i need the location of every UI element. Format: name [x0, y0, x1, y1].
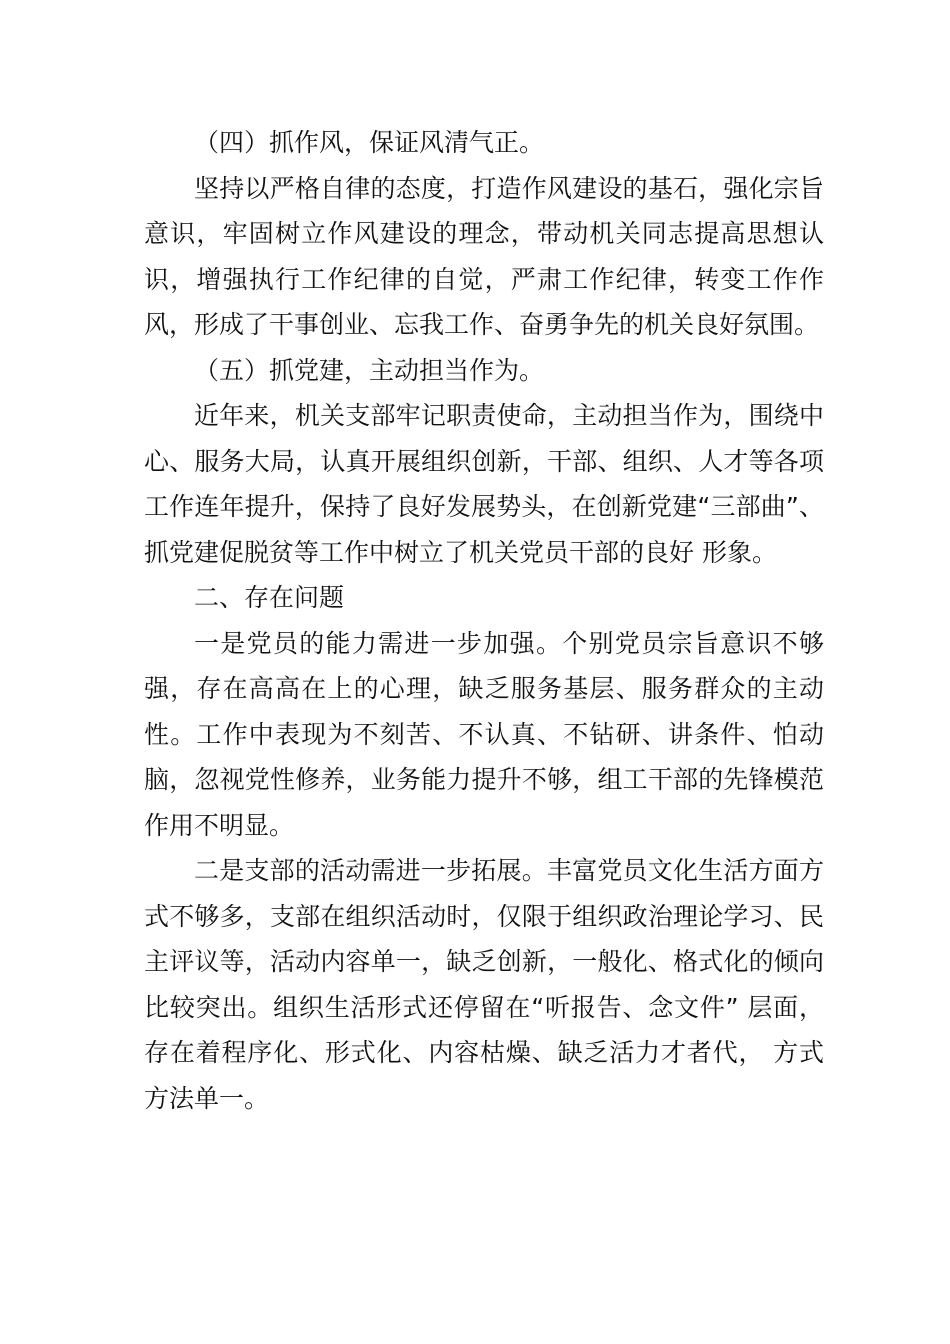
section-heading-problems: 二、存在问题 — [194, 583, 345, 612]
paragraph-problem-two: 二是支部的活动需进一步拓展。丰富党员文化生活方面方式不够多，支部在组织活动时，仅限于组织政治理论学习、民主评议等，活动内容单一，缺乏创新，一般化、格式化的倾向比较突出。组织生活形式还停留在“听报告、念文件” 层面，存在着程序化、形式化、内容枯燥、缺乏活力才者代， 方式方法单一。 — [144, 856, 824, 1113]
section-heading-four: （四）抓作风，保证风清气正。 — [194, 128, 545, 157]
paragraph-work-style: 坚持以严格自律的态度，打造作风建设的基石，强化宗旨意识，牢固树立作风建设的理念，带动机关同志提高思想认识，增强执行工作纪律的自觉，严肃工作纪律，转变工作作风，形成了干事创业、忘我工作、奋勇争先的机关良好氛围。 — [144, 173, 824, 339]
paragraph-party-building: 近年来，机关支部牢记职责使命，主动担当作为，围绕中心、服务大局，认真开展组织创新，干部、组织、人才等各项工作连年提升，保持了良好发展势头，在创新党建“三部曲”、抓党建促脱贫等工作中树立了机关党员干部的良好 形象。 — [144, 401, 824, 567]
section-heading-five: （五）抓党建，主动担当作为。 — [194, 355, 545, 385]
document-body — [144, 120, 824, 1121]
paragraph-problem-one: 一是党员的能力需进一步加强。个别党员宗旨意识不够强，存在高高在上的心理，缺乏服务基层、服务群众的主动性。工作中表现为不刻苦、不认真、不钻研、讲条件、怕动脑，忽视党性修养，业务能力提升不够，组工干部的先锋模范作用不明显。 — [144, 628, 824, 840]
